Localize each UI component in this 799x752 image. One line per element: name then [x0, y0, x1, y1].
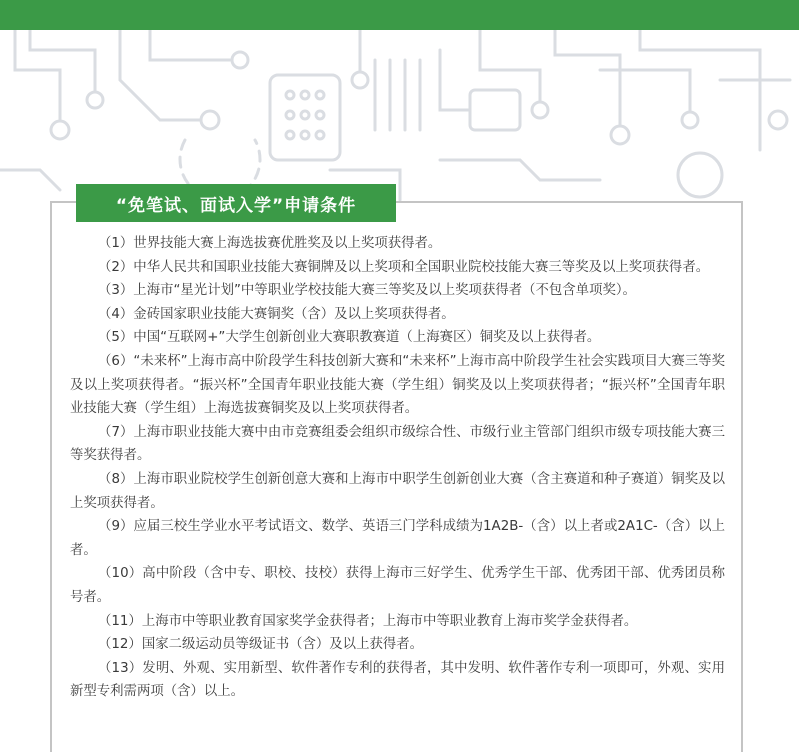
condition-item: （7）上海市职业技能大赛中由市竞赛组委会组织市级综合性、市级行业主管部门组织市级专项技能大赛三等奖获得者。 — [70, 424, 725, 464]
condition-item: （9）应届三校生学业水平考试语文、数学、英语三门学科成绩为1A2B-（含）以上者或2A1C-（含）以上者。 — [70, 519, 725, 558]
condition-item: （13）发明、外观、实用新型、软件著作专利的获得者，其中发明、软件著作专利一项即可，外观、实用新型专利需两项（含）以上。 — [70, 660, 725, 700]
top-green-bar — [0, 0, 799, 30]
section-title: “免笔试、面试入学”申请条件 — [76, 184, 396, 222]
circuit-decoration — [0, 30, 799, 210]
condition-item: （12）国家二级运动员等级证书（含）及以上获得者。 — [98, 637, 424, 653]
condition-item: （11）上海市中等职业教育国家奖学金获得者；上海市中等职业教育上海市奖学金获得者。 — [98, 613, 638, 629]
condition-item: （10）高中阶段（含中专、职校、技校）获得上海市三好学生、优秀学生干部、优秀团干部、优秀团员称号者。 — [70, 566, 725, 605]
conditions-list — [70, 232, 725, 704]
condition-item: （4）金砖国家职业技能大赛铜奖（含）及以上奖项获得者。 — [98, 306, 455, 322]
condition-item: （1）世界技能大赛上海选拔赛优胜奖及以上奖项获得者。 — [98, 236, 442, 251]
condition-item: （2）中华人民共和国职业技能大赛铜牌及以上奖项和全国职业院校技能大赛三等奖及以上奖项获得者。 — [98, 259, 710, 275]
condition-item: （3）上海市“星光计划”中等职业学校技能大赛三等奖及以上奖项获得者（不包含单项奖）。 — [98, 283, 636, 299]
condition-item: （5）中国“互联网+”大学生创新创业大赛职教赛道（上海赛区）铜奖及以上获得者。 — [98, 330, 601, 346]
condition-item: （8）上海市职业院校学生创新创意大赛和上海市中职学生创新创业大赛（含主赛道和种子赛道）铜奖及以上奖项获得者。 — [70, 471, 725, 511]
condition-item: （6）“未来杯”上海市高中阶段学生科技创新大赛和“未来杯”上海市高中阶段学生社会实践项目大赛三等奖及以上奖项获得者。“振兴杯”全国青年职业技能大赛（学生组）铜奖及以上奖项获得者；“振兴杯”全国青年职业技能大赛（学生组）上海选拔赛铜奖及以上奖项获得者。 — [70, 353, 725, 417]
